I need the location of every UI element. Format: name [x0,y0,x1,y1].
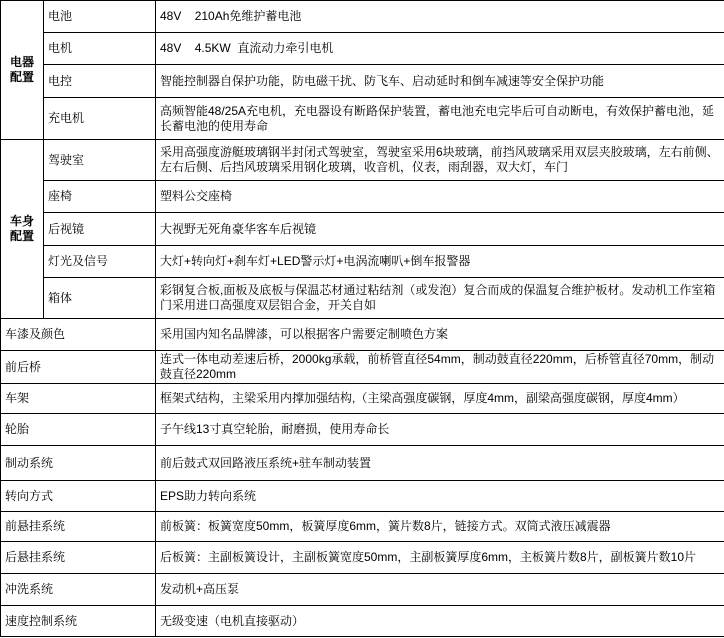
spec-label-motor: 电机 [44,33,156,65]
spec-value-rear-suspension: 后板簧：主副板簧设计，主副板簧宽度50mm，主副板簧厚度6mm，主板簧片数8片，副板簧片数10片 [156,542,724,574]
table-row [1,65,724,98]
spec-label-frame: 车架 [1,384,156,414]
spec-value-washing: 发动机+高压泵 [156,574,724,606]
spec-label-brakes: 制动系统 [1,446,156,481]
table-row [1,512,724,542]
spec-label-washing: 冲洗系统 [1,574,156,606]
spec-value-axles: 连式一体电动差速后桥，2000kg承载，前桥管直径54mm，制动鼓直径220mm，后桥管直径70mm，制动鼓直径220mm [156,351,724,384]
spec-label-axles: 前后桥 [1,351,156,384]
spec-label-lights: 灯光及信号 [44,246,156,278]
table-row [1,542,724,574]
spec-label-mirror: 后视镜 [44,213,156,246]
spec-value-frame: 框架式结构，主梁采用内撑加强结构,（主梁高强度碳钢，厚度4mm，副梁高强度碳钢，厚度4mm） [156,384,724,414]
spec-value-speed-control: 无级变速（电机直接驱动） [156,606,724,637]
spec-value-charger: 高频智能48/25A充电机，充电器设有断路保护装置，蓄电池充电完毕后可自动断电，有效保护蓄电池，延长蓄电池的使用寿命 [156,98,724,140]
spec-value-box: 彩钢复合板,面板及底板与保温芯材通过粘结剂（或发泡）复合而成的保温复合维护板材。发动机工作室箱门采用进口高强度双层铝合金，开关自如 [156,278,724,319]
table-row [1,278,724,319]
spec-label-steering: 转向方式 [1,481,156,512]
table-row [1,213,724,246]
spec-label-box: 箱体 [44,278,156,319]
table-row [1,351,724,384]
spec-value-motor: 48V 4.5KW 直流动力牵引电机 [156,33,724,65]
table-row [1,246,724,278]
table-row [1,1,724,33]
spec-label-controller: 电控 [44,65,156,98]
table-row [1,98,724,140]
spec-value-mirror: 大视野无死角豪华客车后视镜 [156,213,724,246]
spec-value-lights: 大灯+转向灯+刹车灯+LED警示灯+电涡流喇叭+倒车报警器 [156,246,724,278]
spec-value-controller: 智能控制器自保护功能，防电磁干扰、防飞车、启动延时和倒车减速等安全保护功能 [156,65,724,98]
spec-value-steering: EPS助力转向系统 [156,481,724,512]
table-row [1,181,724,213]
spec-value-front-suspension: 前板簧：板簧宽度50mm，板簧厚度6mm，簧片数8片，链接方式。双筒式液压减震器 [156,512,724,542]
spec-value-cab: 采用高强度游艇玻璃钢半封闭式驾驶室，驾驶室采用6块玻璃，前挡风玻璃采用双层夹胶玻璃，左右前侧、左右后侧、后挡风玻璃采用钢化玻璃，收音机，仪表，雨刮器，双大灯，车门 [156,140,724,181]
spec-label-paint: 车漆及颜色 [1,319,156,351]
spec-label-tires: 轮胎 [1,414,156,446]
table-row [1,319,724,351]
table-row [1,414,724,446]
spec-value-tires: 子午线13寸真空轮胎，耐磨损，使用寿命长 [156,414,724,446]
spec-label-cab: 驾驶室 [44,140,156,181]
spec-label-seat: 座椅 [44,181,156,213]
spec-value-brakes: 前后鼓式双回路液压系统+驻车制动装置 [156,446,724,481]
table-row [1,33,724,65]
spec-label-rear-suspension: 后悬挂系统 [1,542,156,574]
spec-value-battery: 48V 210Ah免维护蓄电池 [156,1,724,33]
table-row [1,481,724,512]
table-row [1,140,724,181]
spec-label-speed-control: 速度控制系统 [1,606,156,637]
table-row [1,574,724,606]
group-header-electrical: 电器配置 [1,1,44,140]
spec-label-charger: 充电机 [44,98,156,140]
table-row [1,446,724,481]
spec-label-front-suspension: 前悬挂系统 [1,512,156,542]
spec-value-paint: 采用国内知名品牌漆，可以根据客户需要定制喷色方案 [156,319,724,351]
table-row [1,606,724,637]
spec-label-battery: 电池 [44,1,156,33]
spec-value-seat: 塑料公交座椅 [156,181,724,213]
group-header-body: 车身配置 [1,140,44,319]
table-row [1,384,724,414]
